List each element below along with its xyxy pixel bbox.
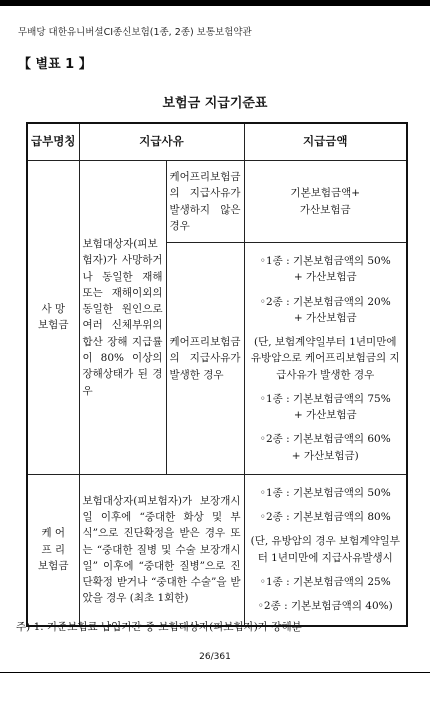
amount-line: ◦1종 : 기본보험금액의 50% + 가산보험금 [259,255,391,284]
death-sub2-amount [244,243,407,475]
amount-line: ◦1종 : 기본보험금액의 75% + 가산보험금 [259,392,391,422]
top-bar [0,0,430,6]
death-reason-main: 보험대상자(피보험자)가 사망하거나 동일한 재해 또는 재해이외의 동일한 원인으로 여러 신체부위의 합산 장해 지급률이 80% 이상의 장해상태가 된 경우 [79,161,166,475]
table-row [27,474,407,625]
death-sub2-reason: 케어프리보험금의 지급사유가 발생한 경우 [166,243,244,475]
amount-line: ◦2종 : 기본보험금액의 20% + 가산보험금 [259,295,391,324]
amount-line: (단, 보험계약일부터 1년미만에 유방암으로 케어프리보험금의 지급사유가 발생한 경우 [250,336,400,381]
amount-line: (단, 유방암의 경우 보험계약일부터 1년미만에 지급사유발생시 [250,535,400,564]
table-row [27,161,407,243]
column-header-amount: 지급금액 [244,123,407,161]
death-sub1-reason: 케어프리보험금의 지급사유가 발생하지 않은 경우 [166,161,244,243]
amount-line: ◦1종 : 기본보험금액의 25% [259,575,391,588]
amount-line: ◦2종 : 기본보험금액의 60% + 가산보험금) [259,433,391,462]
death-benefit-name: 사 망 보험금 [27,161,79,475]
table-title: 보험금 지급기준표 [162,96,268,111]
amount-line: ◦2종 : 기본보험금액의 80% [259,511,391,524]
table-header-row [27,123,407,161]
benefit-table [26,122,408,627]
death-sub1-amount: 기본보험금액+ 가산보험금 [244,161,407,243]
column-header-reason: 지급사유 [79,123,244,161]
carefree-amount [244,474,407,625]
amount-line: ◦1종 : 기본보험금액의 50% [259,486,391,499]
footnote: 주) 1. 기준보험료 납입기간 중 보험대상자(피보험자)가 장해분 [16,621,302,633]
footer-line [0,672,430,673]
carefree-reason: 보험대상자(피보험자)가 보장개시일 이후에 “중대한 화상 및 부식”으로 진단확정을 받은 경우 또는 “중대한 질병 및 수술 보장개시일” 이후에 “중대한 질병”으로 진단확정 받거나 “중대한 수술”을 받았을 경우 (최초 1회한) [79,474,244,625]
amount-line: ◦2종 : 기본보험금액의 40%) [257,600,393,613]
page-number: 26/361 [199,652,231,662]
appendix-label: 【 별표 1 】 [18,57,92,72]
carefree-benefit-name: 케 어 프 리 보험금 [27,474,79,625]
column-header-benefit: 급부명칭 [27,123,79,161]
document-header: 무배당 대한유니버셜CI종신보험(1종, 2종) 보통보험약관 [18,27,252,38]
